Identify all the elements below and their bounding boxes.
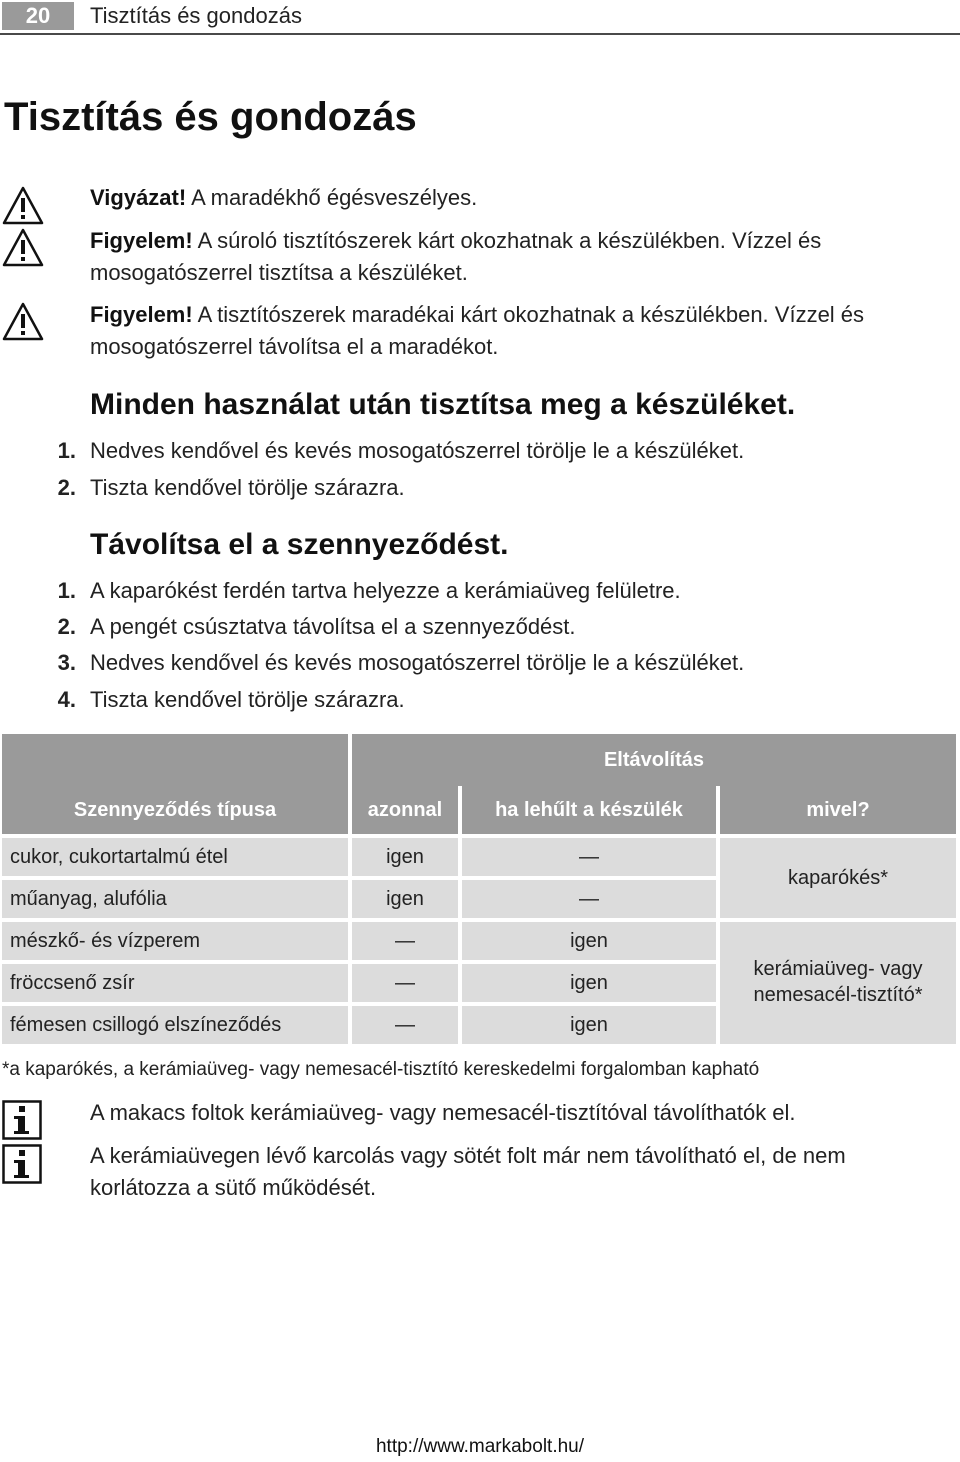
table-header-blank [2, 734, 348, 786]
cell-type: cukor, cukortartalmú étel [2, 838, 348, 876]
page-title: Tisztítás és gondozás [4, 95, 417, 139]
cell-tool-line: kerámiaüveg- vagy [753, 958, 923, 980]
cell-when-cool: — [462, 880, 716, 918]
step-number: 2. [57, 614, 76, 639]
cell-type: műanyag, alufólia [2, 880, 348, 918]
cell-immediately: igen [352, 838, 458, 876]
warning-2 [90, 225, 950, 289]
cell-immediately: igen [352, 880, 458, 918]
section-heading: Minden használat után tisztítsa meg a készüléket. [90, 388, 796, 421]
info-note: A makacs foltok kerámiaüveg- vagy nemesacél-tisztítóval távolíthatók el. [90, 1100, 796, 1125]
cell-tool-line: nemesacél-tisztító* [753, 984, 923, 1006]
cell-when-cool: igen [462, 1006, 716, 1044]
step-number: 2. [57, 475, 76, 500]
step-text: A pengét csúsztatva távolítsa el a szennyeződést. [90, 614, 576, 639]
column-header: ha lehűlt a készülék [462, 786, 716, 834]
step-text: Nedves kendővel és kevés mosogatószerrel törölje le a készüléket. [90, 650, 745, 675]
info-icon [2, 1144, 42, 1184]
footer-url[interactable]: http://www.markabolt.hu/ [375, 1436, 585, 1457]
cell-immediately: — [352, 964, 458, 1002]
warning-label: Vigyázat! [90, 185, 187, 210]
info-note: A kerámiaüvegen lévő karcolás vagy sötét folt már nem távolítható el, de nem korlátozza a sütő működését. [90, 1143, 846, 1200]
warning-label: Figyelem! [90, 228, 193, 253]
cell-when-cool: — [462, 838, 716, 876]
cell-type: fémesen csillogó elszíneződés [2, 1006, 348, 1044]
step-text: Nedves kendővel és kevés mosogatószerrel törölje le a készüléket. [90, 438, 745, 463]
column-header: mivel? [720, 786, 956, 834]
cell-tool [720, 922, 956, 1044]
page-header [0, 0, 960, 34]
step-number: 3. [57, 650, 76, 675]
table-footnote: *a kaparókés, a kerámiaüveg- vagy nemesacél-tisztító kereskedelmi forgalomban kapható [2, 1059, 760, 1080]
warning-text: A maradékhő égésveszélyes. [186, 185, 478, 210]
warning-1 [90, 182, 950, 214]
table-group-header: Eltávolítás [352, 734, 956, 786]
cell-when-cool: igen [462, 964, 716, 1002]
page-number: 20 [2, 2, 74, 30]
warning-triangle-icon [2, 228, 44, 268]
warning-text: A súroló tisztítószerek kárt okozhatnak a készülékben. Vízzel és mosogatószerrel tisztítsa a készüléket. [90, 228, 822, 285]
step-number: 1. [57, 578, 76, 603]
column-header: azonnal [352, 786, 458, 834]
step-text: Tiszta kendővel törölje szárazra. [90, 687, 405, 712]
cell-type: mészkő- és vízperem [2, 922, 348, 960]
cell-immediately: — [352, 1006, 458, 1044]
cell-when-cool: igen [462, 922, 716, 960]
warning-triangle-icon [2, 186, 44, 226]
cell-type: fröccsenő zsír [2, 964, 348, 1002]
header-divider [0, 33, 960, 35]
step-text: A kaparókést ferdén tartva helyezze a kerámiaüveg felületre. [90, 578, 681, 603]
step-text: Tiszta kendővel törölje szárazra. [90, 475, 405, 500]
header-title: Tisztítás és gondozás [90, 3, 302, 28]
warning-label: Figyelem! [90, 302, 193, 327]
column-header: Szennyeződés típusa [2, 786, 348, 834]
cell-immediately: — [352, 922, 458, 960]
section-heading: Távolítsa el a szennyeződést. [90, 528, 509, 561]
info-icon [2, 1100, 42, 1140]
warning-3 [90, 299, 950, 363]
step-number: 4. [57, 687, 76, 712]
warning-text: A tisztítószerek maradékai kárt okozhatnak a készülékben. Vízzel és mosogatószerrel távolítsa el a maradékot. [90, 302, 865, 359]
warning-triangle-icon [2, 302, 44, 342]
cell-tool: kaparókés* [720, 838, 956, 918]
step-number: 1. [57, 438, 76, 463]
